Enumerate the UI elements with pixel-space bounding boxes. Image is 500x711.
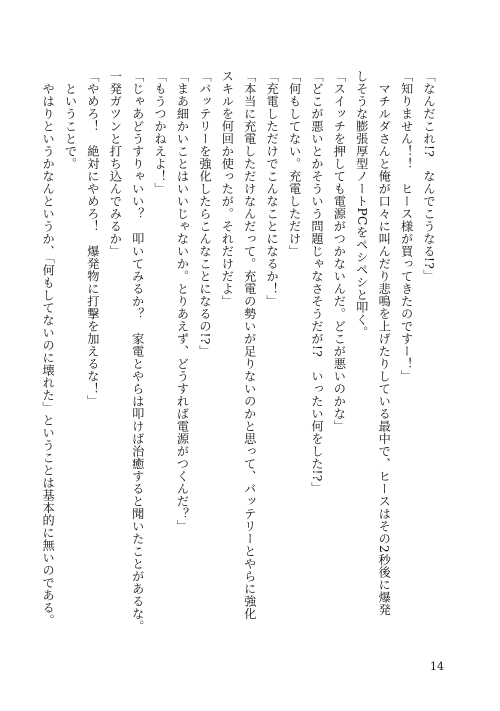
text-line: 「どこが悪いとかそういう問題じゃなさそうだが!? いったい何をした!?」	[309, 70, 324, 495]
text-line: しそうな膨張厚型ノートPCをペシペシと叩く。	[354, 70, 369, 339]
text-line: スキルを何回か使ったが。それだけだよ」	[220, 70, 235, 308]
text-line: 「もうつかねえよ！」	[153, 70, 168, 195]
text-line: 「充電しただけでこんなことになるか！」	[265, 70, 280, 308]
text-line: 「バッテリーを強化したらこんなことになるの!?」	[197, 70, 212, 358]
text-line: 「じゃあどうすりゃいい？ 叩いてみるか？ 家電とやらは叩けば治癒すると聞いたことがあるな。	[130, 70, 145, 633]
text-line: マチルダさんと俺が口々に叫んだり悲鳴を上げたりしている最中で、ヒースはその2秒後に爆発	[377, 70, 392, 616]
text-line: 一発ガツンと打ち込んでみるか」	[108, 70, 123, 258]
vertical-text-body	[37, 70, 440, 633]
text-line: 「やめろ！ 絶対にやめろ！ 爆発物に打撃を加えるな！」	[85, 70, 100, 408]
text-line: 「知りません！！ ヒース様が買ってきたのですー！」	[399, 70, 414, 383]
text-line: 「スイッチを押しても電源がつかないんだ。どこが悪いのかな」	[332, 70, 347, 433]
text-line: やはりというかなんというか、「何もしてないのに壊れた」ということは基本的に無いのである。	[41, 70, 56, 627]
page-number: 14	[430, 660, 444, 673]
text-line: ということで。	[63, 70, 78, 170]
text-line: 「本当に充電しただけなんだって。充電の勢いが足りないのかと思って、バッテリーとやらに強化	[242, 70, 257, 620]
text-line: 「なんだこれ!? なんでこうなる!?」	[422, 70, 436, 282]
text-line: 「まあ細かいことはいいじゃないか。とりあえず、どうすれば電源がつくんだ？」	[175, 70, 190, 533]
text-line: 「何もしてない。充電しただけ」	[287, 70, 302, 258]
